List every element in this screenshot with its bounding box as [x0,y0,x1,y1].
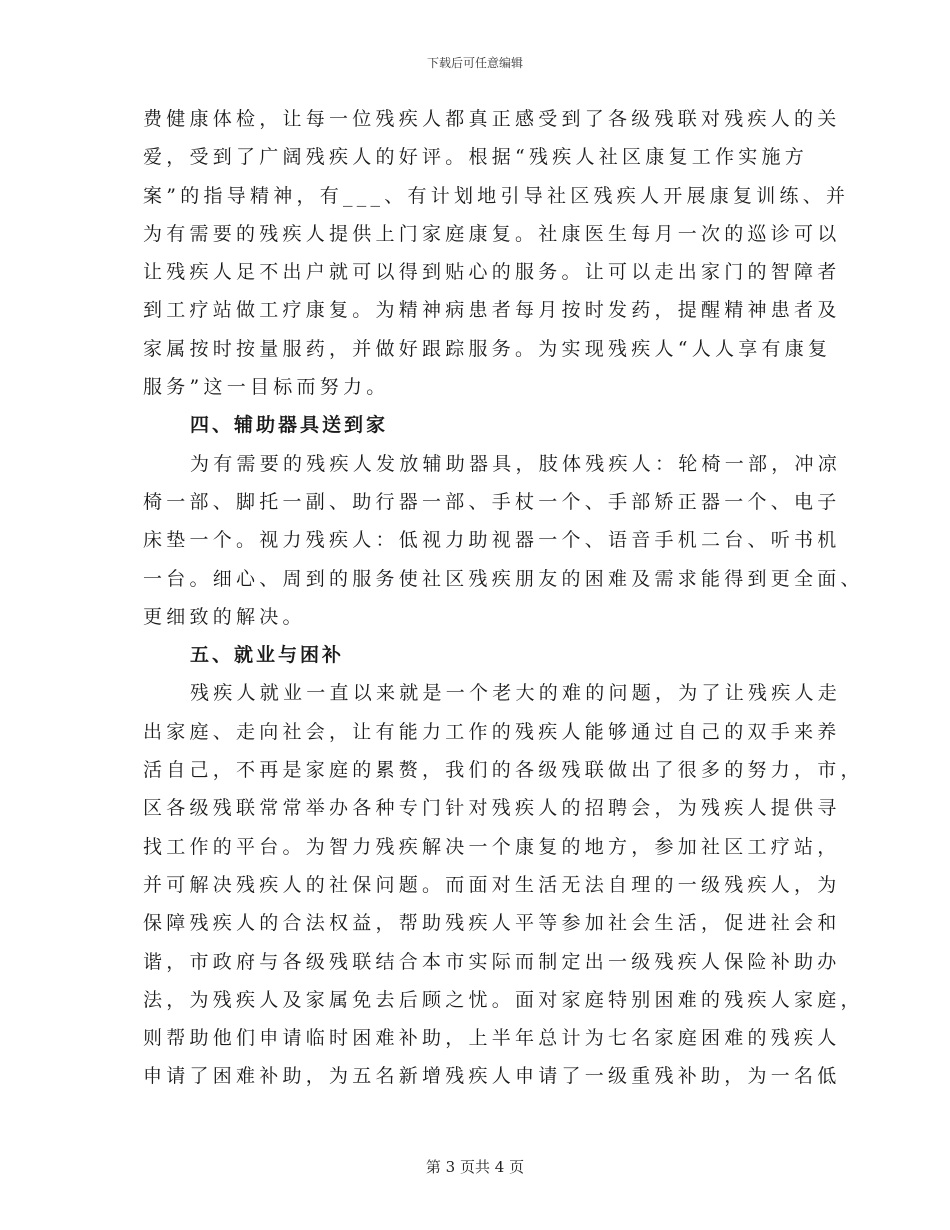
body-line: 爱，受到了广阔残疾人的好评。根据“残疾人社区康复工作实施方 [143,146,808,169]
body-line: 家属按时按量服药，并做好跟踪服务。为实现残疾人“人人享有康复 [143,337,832,360]
body-line: 法，为残疾人及家属免去后顾之忧。面对家庭特别困难的残疾人家庭， [143,988,864,1011]
body-line: 床垫一个。视力残疾人：低视力助视器一个、语音手机二台、听书机 [143,529,841,552]
body-line: 则帮助他们申请临时困难补助，上半年总计为七名家庭困难的残疾人 [143,1027,841,1050]
body-line: 并可解决残疾人的社保问题。而面对生活无法自理的一级残疾人，为 [143,873,841,896]
body-line: 更细致的解决。 [143,605,306,628]
body-line: 谐，市政府与各级残联结合本市实际而制定出一级残疾人保险补助办 [143,950,841,973]
section-heading-assistive-devices: 四、辅助器具送到家 [190,414,389,437]
body-line: 区各级残联常常举办各种专门针对残疾人的招聘会，为残疾人提供寻 [143,797,841,820]
body-line: 申请了困难补助，为五名新增残疾人申请了一级重残补助，为一名低 [143,1065,841,1088]
body-line: 到工疗站做工疗康复。为精神病患者每月按时发药，提醒精神患者及 [143,299,841,322]
body-line: 一台。细心、周到的服务使社区残疾朋友的困难及需求能得到更全面、 [143,567,864,590]
body-line: 找工作的平台。为智力残疾解决一个康复的地方，参加社区工疗站， [143,835,841,858]
body-line: 服务”这一目标而努力。 [143,376,390,399]
body-line: 为有需要的残疾人提供上门家庭康复。社康医生每月一次的巡诊可以 [143,222,841,245]
body-line: 为有需要的残疾人发放辅助器具，肢体残疾人：轮椅一部，冲凉 [190,452,842,475]
document-body [143,100,864,1096]
body-line: 残疾人就业一直以来就是一个老大的难的问题，为了让残疾人走 [190,682,842,705]
section-heading-employment: 五、就业与困补 [190,644,345,667]
body-line: 活自己，不再是家庭的累赘，我们的各级残联做出了很多的努力，市， [143,759,864,782]
body-line: 保障残疾人的合法权益，帮助残疾人平等参加社会生活，促进社会和 [143,912,841,935]
body-line: 出家庭、走向社会，让有能力工作的残疾人能够通过自己的双手来养 [143,720,841,743]
body-line: 费健康体检，让每一位残疾人都真正感受到了各级残联对残疾人的关 [143,108,841,130]
page-header: 下载后可任意编辑 [426,56,523,70]
page-number-footer: 第 3 页共 4 页 [425,1158,525,1176]
body-line: 案”的指导精神，有___、有计划地引导社区残疾人开展康复训练、并 [143,184,850,207]
body-line: 让残疾人足不出户就可以得到贴心的服务。让可以走出家门的智障者 [143,261,841,284]
body-line: 椅一部、脚托一副、助行器一部、手杖一个、手部矫正器一个、电子 [143,490,841,513]
